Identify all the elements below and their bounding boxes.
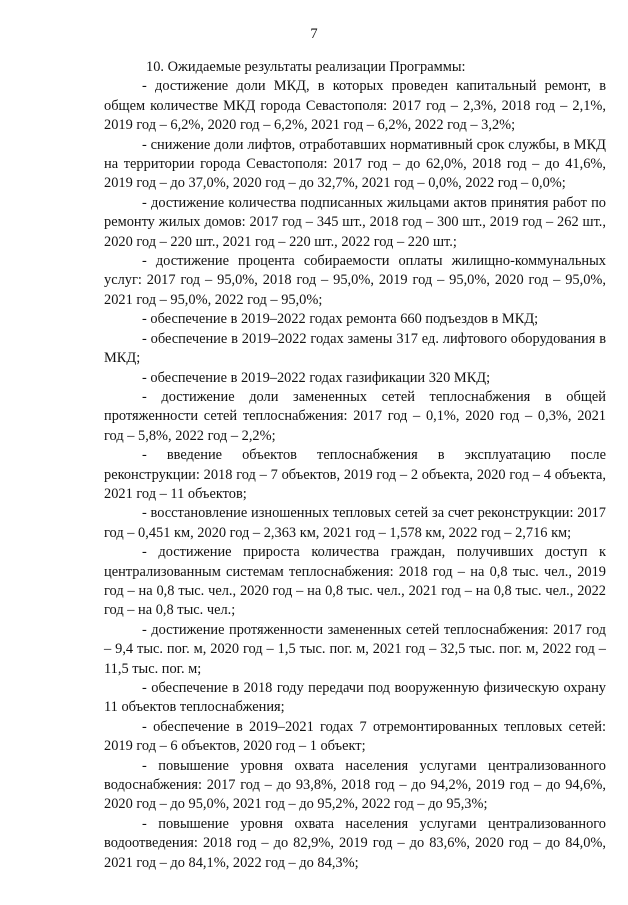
result-item-4: - достижение процента собираемости оплаты жилищно-коммунальных услуг: 2017 год – 95,0%, 2018 год – 95,0%, 2019 год – 95,0%, 2020 год – 95,0%, 2021 год – 95,0%, 2022 год – 95,0%; xyxy=(104,253,606,308)
result-item-12: - достижение протяженности замененных сетей теплоснабжения: 2017 год – 9,4 тыс. пог. м, 2020 год – 1,5 тыс. пог. м, 2021 год – 32,5 тыс. пог. м, 2022 год – 11,5 тыс. пог. м; xyxy=(104,621,606,677)
page-number: 7 xyxy=(310,26,318,42)
result-item-11: - достижение прироста количества граждан, получивших доступ к централизованным системам теплоснабжения: 2018 год – на 0,8 тыс. чел., 2019 год – на 0,8 тыс. чел., 2020 год – на 0,8 тыс. чел., 2021 год – на 0,8 тыс. чел., 2022 год – на 0,8 тыс. чел.; xyxy=(104,544,606,619)
result-item-13: - обеспечение в 2018 году передачи под вооруженную физическую охрану 11 объектов теплоснабжения; xyxy=(104,680,606,716)
result-item-16: - повышение уровня охвата населения услугами централизованного водоотведения: 2018 год – до 82,9%, 2019 год – до 83,6%, 2020 год – до 84,0%, 2021 год – до 84,1%, 2022 год – до 84,3%; xyxy=(104,815,606,871)
section-heading: 10. Ожидаемые результаты реализации Программы: xyxy=(146,59,466,75)
result-item-8: - достижение доли замененных сетей теплоснабжения в общей протяженности сетей теплоснабжения: 2017 год – 0,1%, 2020 год – 0,3%, 2021 год – 5,8%, 2022 год – 2,2%; xyxy=(104,388,606,444)
result-item-14: - обеспечение в 2019–2021 годах 7 отремонтированных тепловых сетей: 2019 год – 6 объектов, 2020 год – 1 объект; xyxy=(104,718,606,755)
result-item-6: - обеспечение в 2019–2022 годах замены 317 ед. лифтового оборудования в МКД; xyxy=(104,330,606,367)
result-item-10: - восстановление изношенных тепловых сетей за счет реконструкции: 2017 год – 0,451 км, 2020 год – 2,363 км, 2021 год – 1,578 км, 2022 год – 2,716 км; xyxy=(104,505,606,541)
result-item-9: - введение объектов теплоснабжения в эксплуатацию после реконструкции: 2018 год – 7 объектов, 2019 год – 2 объекта, 2020 год – 4 объекта, 2021 год – 11 объектов; xyxy=(104,447,606,502)
result-item-7: - обеспечение в 2019–2022 годах газификации 320 МКД; xyxy=(142,369,491,386)
result-item-5: - обеспечение в 2019–2022 годах ремонта 660 подъездов в МКД; xyxy=(142,311,539,328)
result-item-1: - достижение доли МКД, в которых проведен капитальный ремонт, в общем количестве МКД города Севастополя: 2017 год – 2,3%, 2018 год – 2,1%, 2019 год – 6,2%, 2020 год – 6,2%, 2021 год – 6,2%, 2022 год – 3,2%; xyxy=(104,78,606,134)
result-item-3: - достижение количества подписанных жильцами актов принятия работ по ремонту жилых домов: 2017 год – 345 шт., 2018 год – 300 шт., 2019 год – 262 шт., 2020 год – 220 шт., 2021 год – 220 шт., 2022 год – 220 шт.; xyxy=(104,194,606,250)
document-body xyxy=(104,58,606,873)
result-item-15: - повышение уровня охвата населения услугами централизованного водоснабжения: 2017 год – до 93,8%, 2018 год – до 94,2%, 2019 год – до 94,6%, 2020 год – до 95,0%, 2021 год – до 95,2%, 2022 год – до 95,3%; xyxy=(104,757,606,813)
result-item-2: - снижение доли лифтов, отработавших нормативный срок службы, в МКД на территории города Севастополя: 2017 год – до 62,0%, 2018 год – до 41,6%, 2019 год – до 37,0%, 2020 год – до 32,7%, 2021 год – 0,0%, 2022 год – 0,0%; xyxy=(104,136,606,192)
